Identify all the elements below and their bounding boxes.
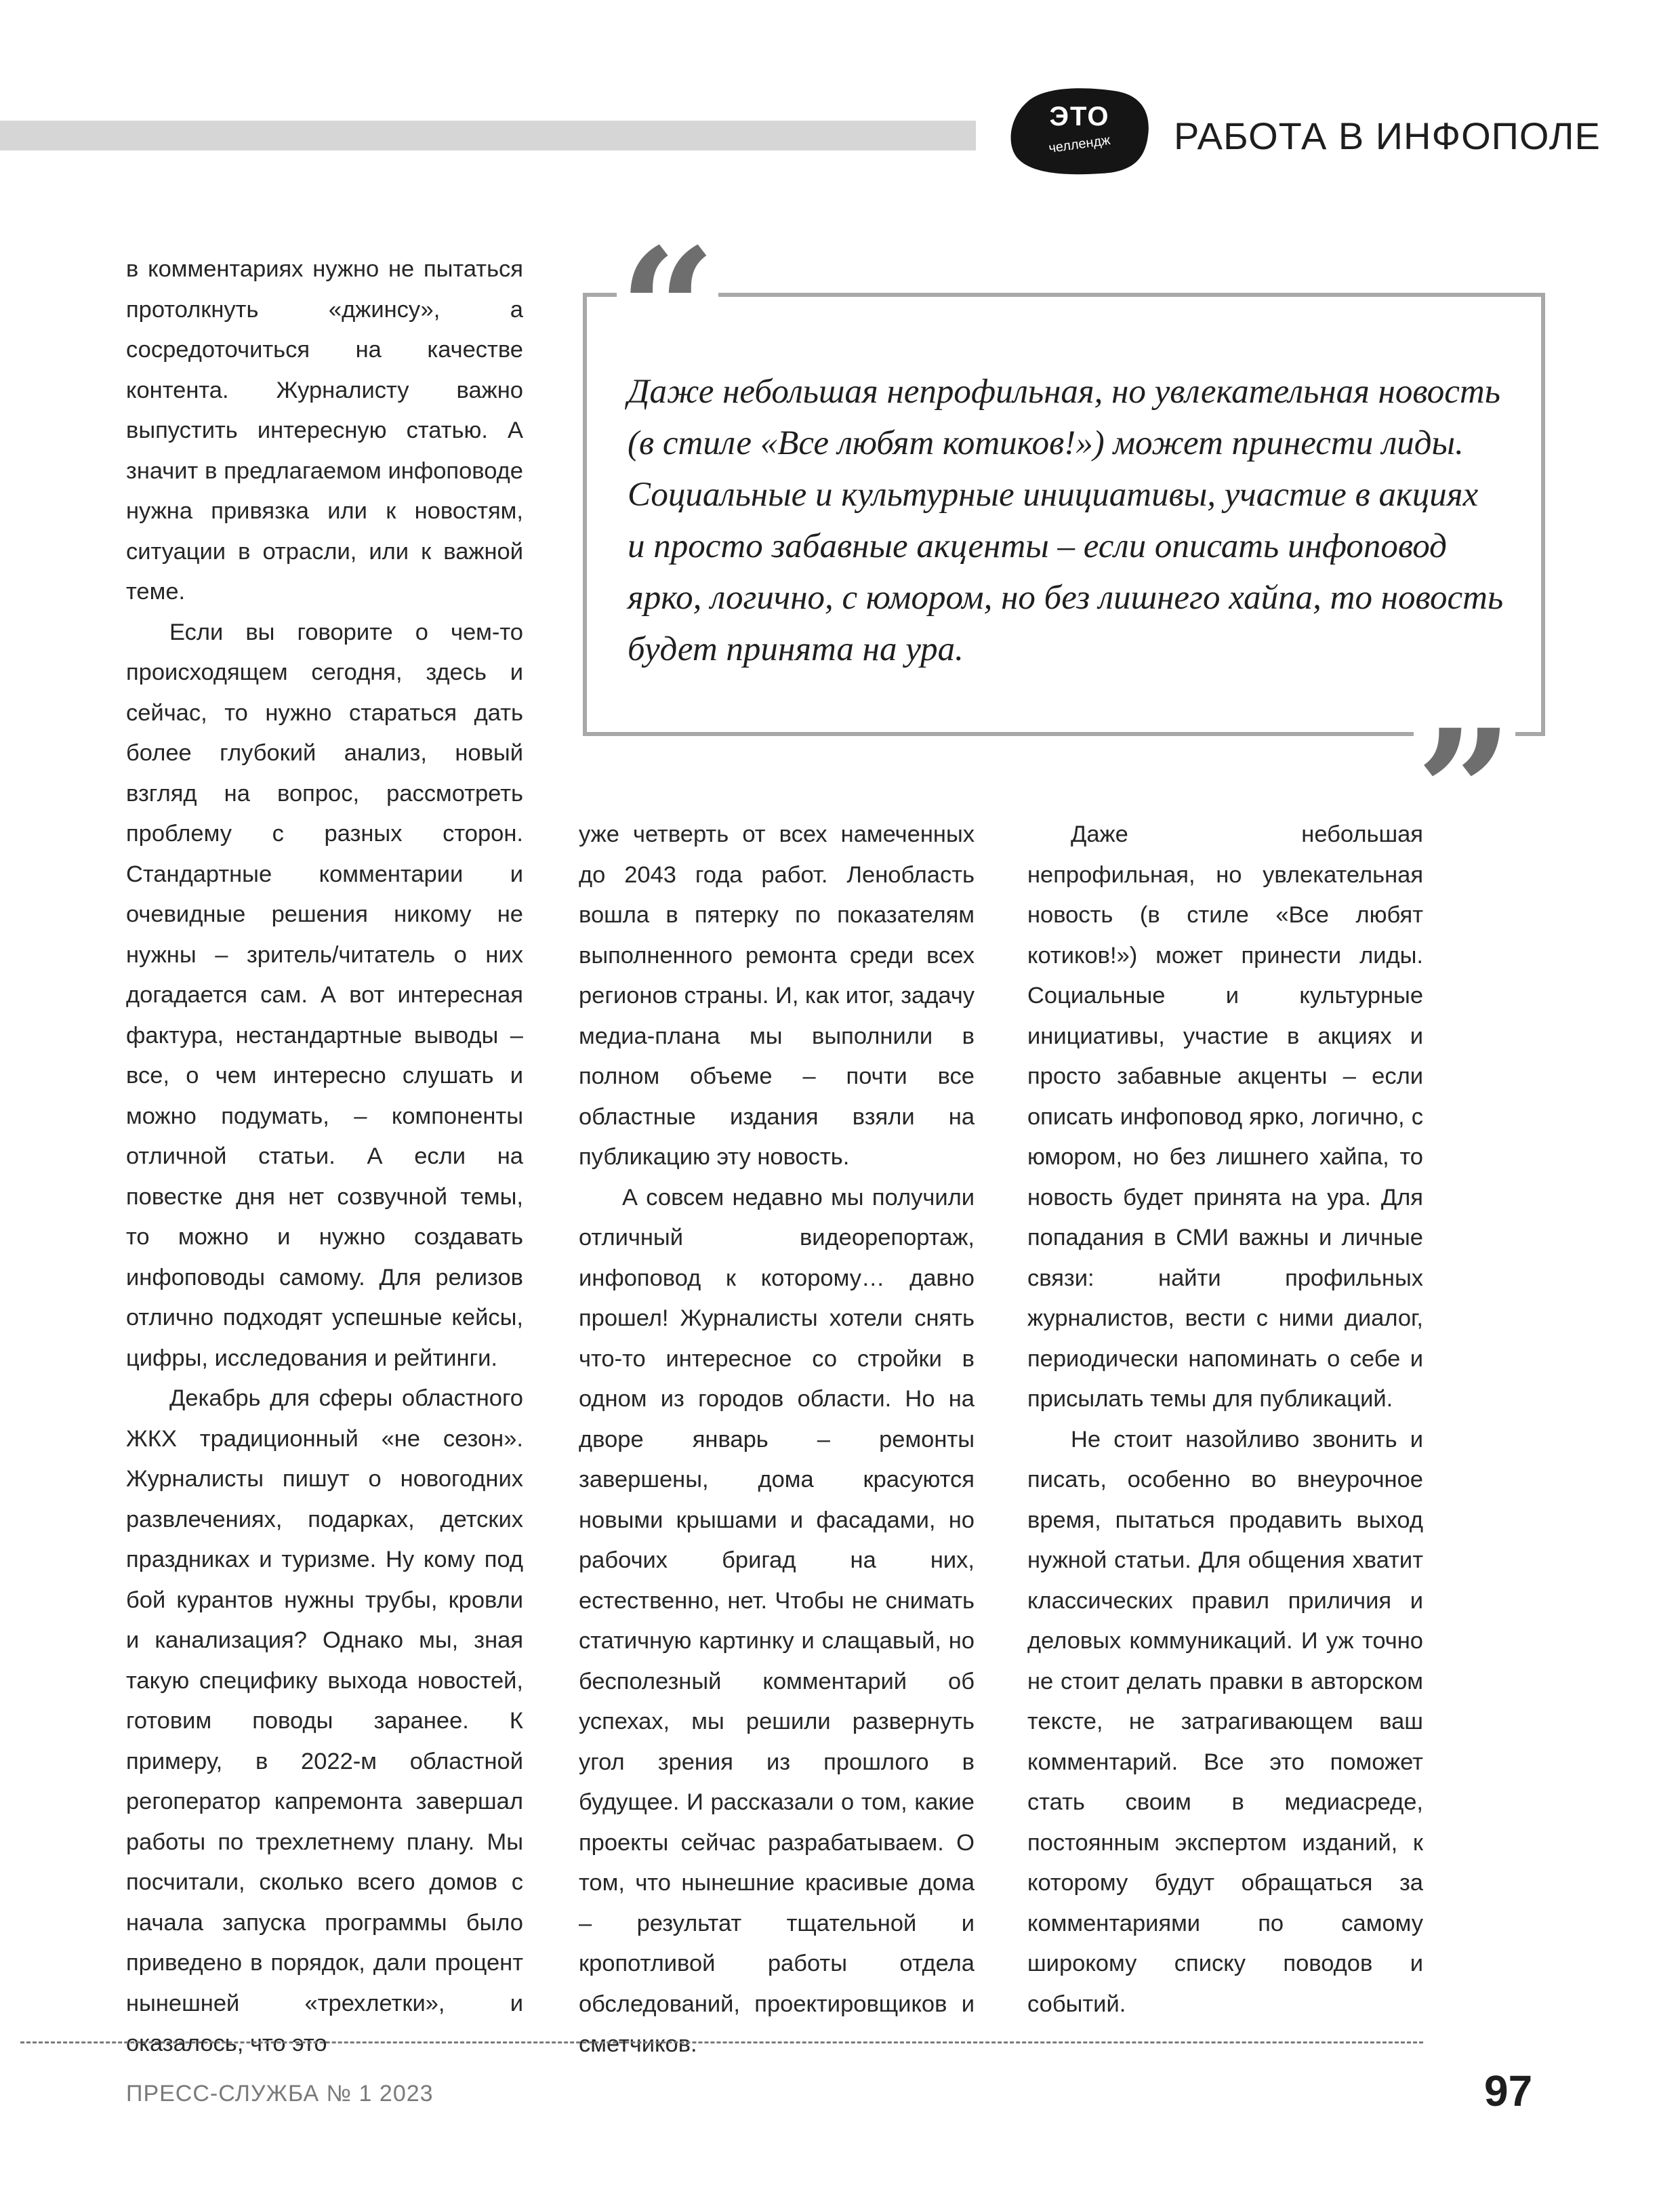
badge-title: ЭТО [1049, 102, 1110, 131]
text-column-right [1027, 815, 1423, 2024]
section-title: РАБОТА В ИНФОПОЛЕ [1174, 115, 1601, 157]
footer-divider [20, 2041, 1423, 2043]
badge-subtitle: челлендж [1048, 132, 1111, 157]
paragraph: Декабрь для сферы областного ЖКХ традиционный «не сезон». Журналисты пишут о новогодних развлечениях, подарках, детских праздниках и туризме. Ну кому под бой курантов нужны трубы, кровли и канализация? Однако мы, зная такую специфику выхода новостей, готовим поводы заранее. К примеру, в 2022-м областной регоператор капремонта завершал работы по трехлетнему плану. Мы посчитали, сколько всего домов с начала запуска программы было приведено в порядок, дали процент нынешней «трехлетки», и оказалось, что это [126, 1385, 523, 2056]
section-badge [1006, 83, 1153, 178]
pull-quote-line: (в стиле «Все любят котиков!») может принести лиды. [628, 424, 1464, 462]
pull-quote-line: и просто забавные акценты – если описать инфоповод [628, 527, 1447, 565]
footer-publication: ПРЕСС-СЛУЖБА № 1 2023 [126, 2081, 434, 2107]
text-column-left [126, 249, 523, 2064]
page-number: 97 [1484, 2067, 1533, 2115]
pull-quote-line: ярко, логично, с юмором, но без лишнего хайпа, то новость [628, 579, 1504, 617]
pull-quote-line: Социальные и культурные инициативы, участие в акциях [628, 476, 1479, 514]
pull-quote-line: Даже небольшая непрофильная, но увлекательная новость [628, 373, 1500, 411]
paragraph: Не стоит назойливо звонить и писать, особенно во внеурочное время, пытаться продавить выход нужной статьи. Для общения хватит классических правил приличия и деловых коммуникаций. И уж точно не стоит делать правки в авторском тексте, не затрагивающем ваш комментарий. Все это поможет стать своим в медиасреде, постоянным экспертом изданий, к которому будут обращаться за комментариями по самому широкому списку поводов и событий. [1027, 1426, 1423, 2017]
header-bar [0, 121, 976, 150]
pull-quote-text [628, 366, 1509, 675]
pull-quote-line: будет принята на ура. [628, 630, 964, 668]
open-quote-icon: “ [617, 216, 718, 331]
paragraph: в комментариях нужно не пытаться протолкнуть «джинсу», а сосредоточиться на качестве контента. Журналисту важно выпустить интересную статью. А значит в предлагаемом инфоповоде нужна привязка или к новостям, ситуации в отрасли, или к важной теме. [126, 256, 523, 605]
paragraph: Даже небольшая непрофильная, но увлекательная новость (в стиле «Все любят котиков!») может принести лиды. Социальные и культурные инициативы, участие в акциях и просто забавные акценты – если описать инфоповод ярко, логично, с юмором, но без лишнего хайпа, то новость будет принята на ура. Для попадания в СМИ важны и личные связи: найти профильных журналистов, вести с ними диалог, периодически напоминать о себе и присылать темы для публикаций. [1027, 821, 1423, 1412]
close-quote-icon: ” [1414, 697, 1515, 798]
text-column-middle [579, 815, 975, 2065]
paragraph: Если вы говорите о чем-то происходящем сегодня, здесь и сейчас, то нужно стараться дать более глубокий анализ, новый взгляд на вопрос, рассмотреть проблему с разных сторон. Стандартные комментарии и очевидные решения никому не нужны – зритель/читатель о них догадается сам. А вот интересная фактура, нестандартные выводы – все, о чем интересно слушать и можно подумать, – компоненты отличной статьи. А если на повестке дня нет созвучной темы, то можно и нужно создавать инфоповоды самому. Для релизов отлично подходят успешные кейсы, цифры, исследования и рейтинги. [126, 619, 523, 1371]
paragraph: уже четверть от всех намеченных до 2043 года работ. Ленобласть вошла в пятерку по показателям выполненного ремонта среди всех регионов страны. И, как итог, задачу медиа-плана мы выполнили в полном объеме – почти все областные издания взяли на публикацию эту новость. [579, 821, 975, 1170]
paragraph: А совсем недавно мы получили отличный видеорепортаж, инфоповод к которому… давно прошел! Журналисты хотели снять что-то интересное со стройки в одном из городов области. Но на дворе январь – ремонты завершены, дома красуются новыми крышами и фасадами, но рабочих бригад на них, естественно, нет. Чтобы не снимать статичную картинку и слащавый, но бесполезный комментарий об успехах, мы решили развернуть угол зрения из прошлого в будущее. И рассказали о том, какие проекты сейчас разрабатываем. О том, что нынешние красивые дома – результат тщательной и кропотливой работы отдела обследований, проектировщиков и сметчиков. [579, 1184, 975, 2057]
